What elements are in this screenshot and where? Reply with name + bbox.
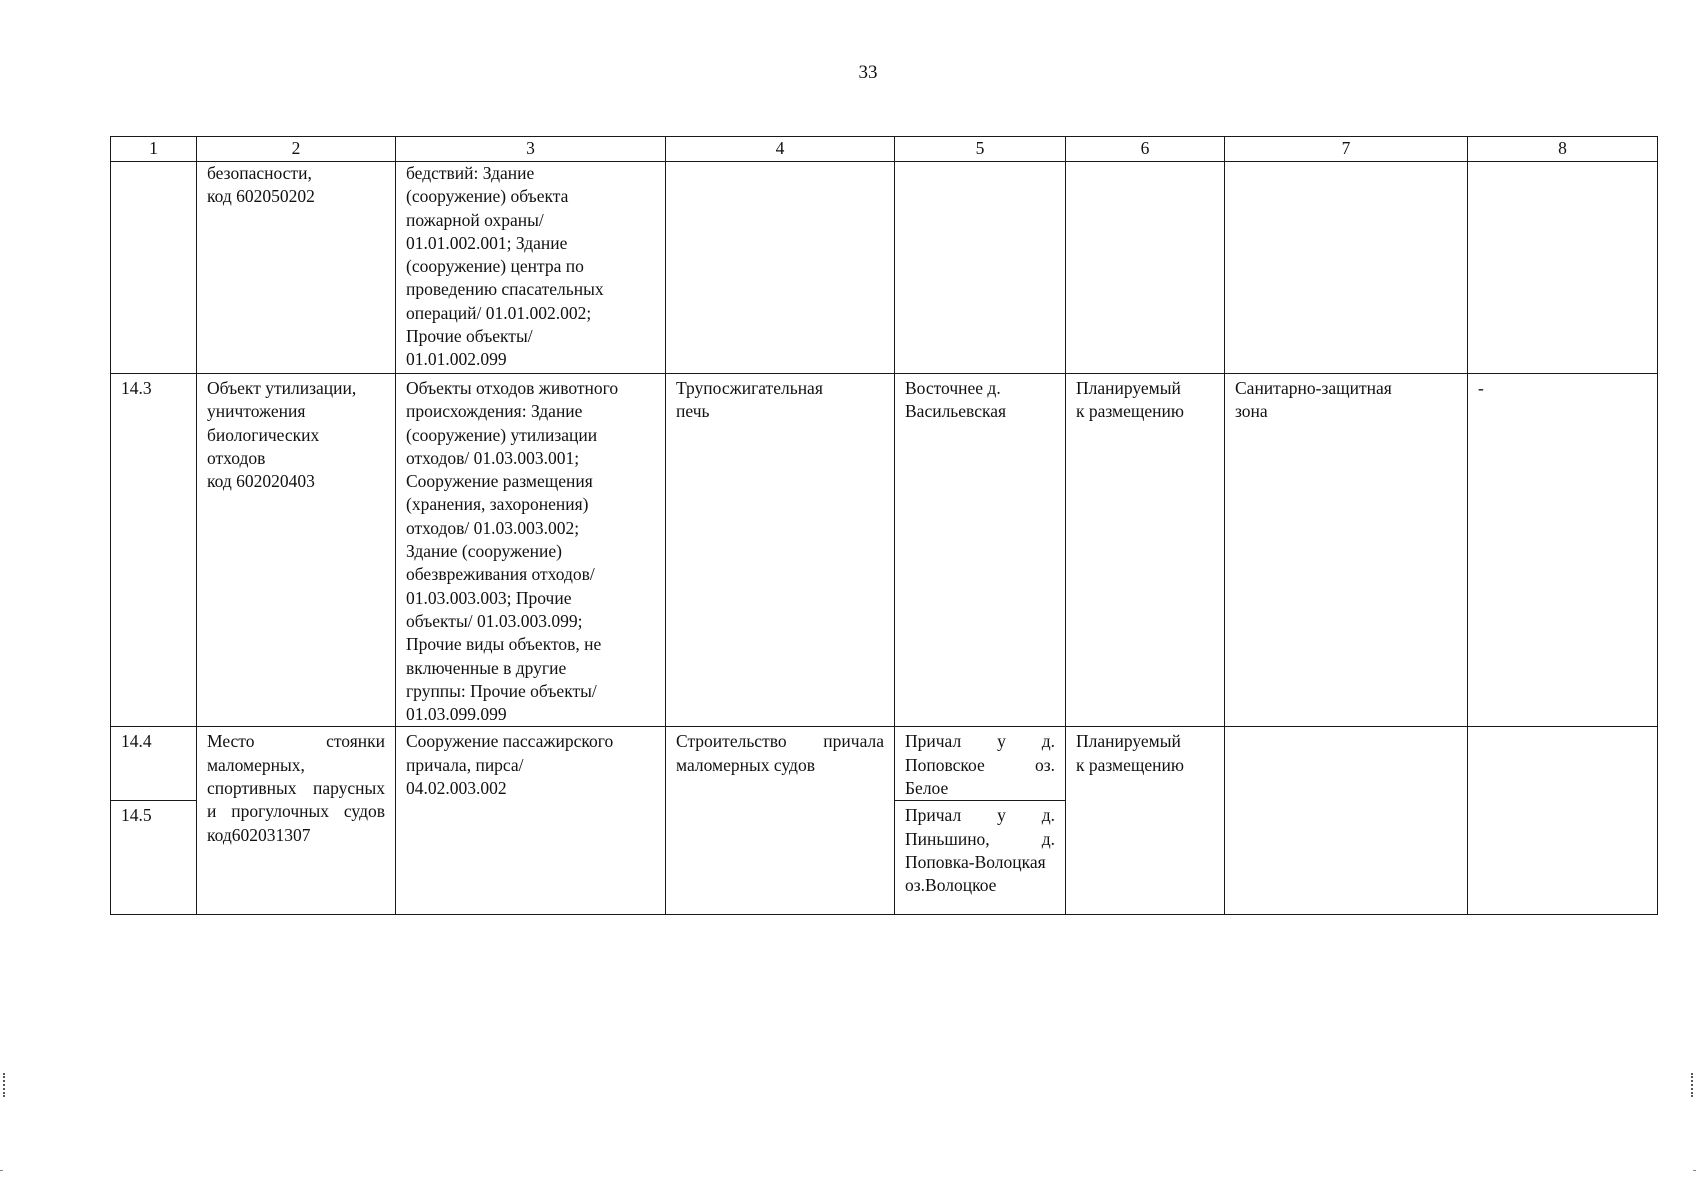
header-cell-7: 7 <box>1225 137 1468 162</box>
header-cell-4: 4 <box>666 137 895 162</box>
cell-object-types: Объекты отходов животного происхождения: Здание (сооружение) утилизации отходов/ 01.03.003.001; Сооружение размещения (хранения, захоронения) отходов/ 01.03.003.002; Здание (сооружение) обезвреживания отходов/ 01.03.003.003; Прочие объекты/ 01.03.003.099; Прочие виды объектов, не включенные в другие группы: Прочие объекты/ 01.03.099.099 <box>396 374 666 727</box>
cell-object-name: Место стоянки маломерных, спортивных парусных и прогулочных судов код602031307 <box>197 727 396 915</box>
cell-number <box>111 162 197 374</box>
cell-col8 <box>1468 727 1658 915</box>
cell-col8: - <box>1468 374 1658 727</box>
left-binding-mark <box>3 1073 6 1097</box>
header-cell-6: 6 <box>1066 137 1225 162</box>
cell-location: Причал у д. Пиньшино, д. Поповка-Волоцкая оз.Волоцкое <box>895 801 1066 915</box>
cell-number: 14.5 <box>111 801 197 915</box>
cell-location <box>895 162 1066 374</box>
page-number: 33 <box>858 62 878 83</box>
right-binding-mark <box>1691 1073 1694 1097</box>
cell-zone: Санитарно-защитная зона <box>1225 374 1468 727</box>
table-row-14-4 <box>111 727 1658 801</box>
cell-object-name: безопасности, код 602050202 <box>197 162 396 374</box>
header-cell-1: 1 <box>111 137 197 162</box>
objects-table <box>110 136 1658 915</box>
header-cell-5: 5 <box>895 137 1066 162</box>
cell-zone <box>1225 727 1468 915</box>
cell-status <box>1066 162 1225 374</box>
cell-number: 14.3 <box>111 374 197 727</box>
cell-object-types: Сооружение пассажирского причала, пирса/ 04.02.003.002 <box>396 727 666 915</box>
left-edge-tick <box>0 1170 3 1171</box>
cell-location: Причал у д. Поповское оз. Белое <box>895 727 1066 801</box>
cell-status: Планируемый к размещению <box>1066 374 1225 727</box>
header-cell-2: 2 <box>197 137 396 162</box>
cell-col8 <box>1468 162 1658 374</box>
cell-location: Восточнее д. Васильевская <box>895 374 1066 727</box>
cell-description: Строительство причала маломерных судов <box>666 727 895 915</box>
cell-zone <box>1225 162 1468 374</box>
cell-object-name: Объект утилизации, уничтожения биологических отходов код 602020403 <box>197 374 396 727</box>
cell-object-types: бедствий: Здание (сооружение) объекта пожарной охраны/ 01.01.002.001; Здание (сооружение) центра по проведению спасательных операций/ 01.01.002.002; Прочие объекты/ 01.01.002.099 <box>396 162 666 374</box>
header-cell-3: 3 <box>396 137 666 162</box>
header-cell-8: 8 <box>1468 137 1658 162</box>
right-edge-tick <box>1693 1170 1696 1171</box>
cell-number: 14.4 <box>111 727 197 801</box>
cell-description <box>666 162 895 374</box>
cell-status: Планируемый к размещению <box>1066 727 1225 915</box>
table-row-continued <box>111 162 1658 374</box>
table-header-row <box>111 137 1658 162</box>
cell-description: Трупосжигательная печь <box>666 374 895 727</box>
table-row-14-3 <box>111 374 1658 727</box>
